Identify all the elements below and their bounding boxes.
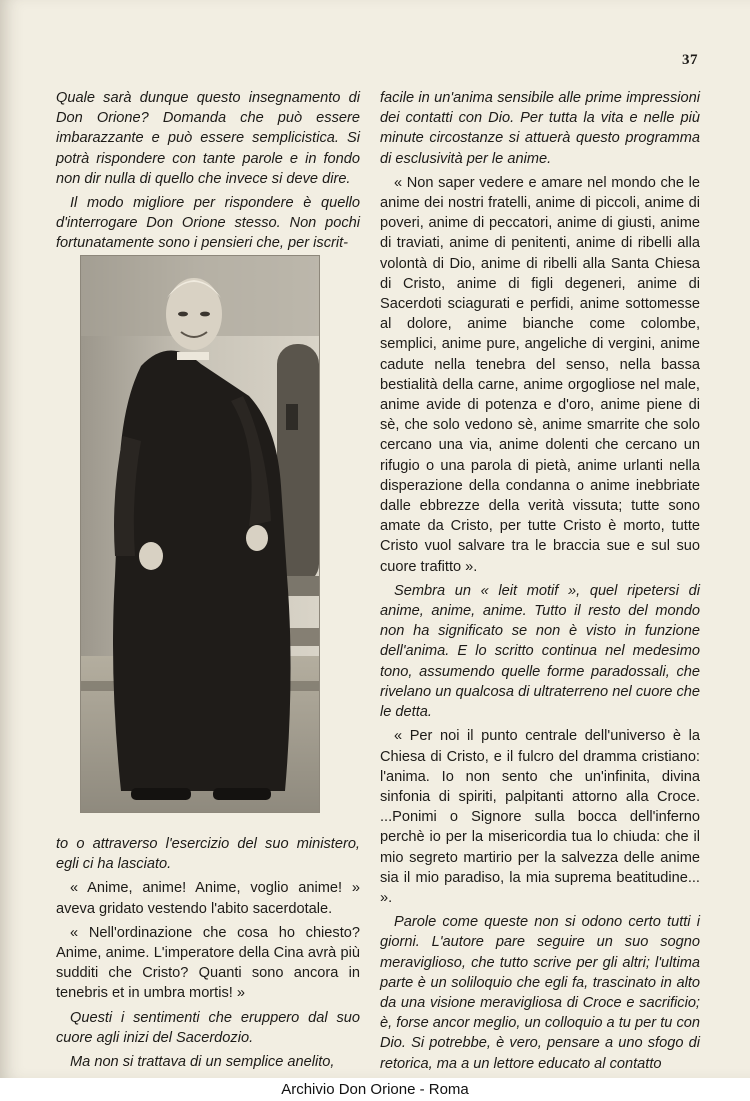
right-column <box>380 88 700 1078</box>
left-column-bottom <box>56 834 360 1076</box>
photo-illustration <box>81 256 319 812</box>
paragraph: Parole come queste non si odono certo tutti i giorni. L'autore pare seguire un suo sogno meraviglioso, che tutto scrive per gli altri; l'ultima parte è un soliloquio che egli fa, trascinato in alto da una visione meravigliosa di Croce e sacrificio; è, forse ancor meglio, un colloquio a tu per tu con Dio. Si potrebbe, è vero, pensare a uno sfogo di retorica, ma a un lettore educato al contatto <box>380 914 700 1072</box>
paragraph: Ma non si trattava di un semplice anelito, <box>70 1054 335 1071</box>
priest-portrait-photo <box>80 255 320 813</box>
paragraph: Il modo migliore per rispondere è quello d'interrogare Don Orione stesso. Non pochi fortunatamente sono i pensieri che, per iscrit- <box>56 195 360 252</box>
archive-footer: Archivio Don Orione - Roma <box>0 1078 750 1101</box>
paragraph: « Nell'ordinazione che cosa ho chiesto? Anime, anime. L'imperatore della Cina avrà più sudditi che Cristo? Quanti sono ancora in tenebris et in umbra mortis! » <box>56 924 360 1002</box>
paragraph: « Non saper vedere e amare nel mondo che le anime dei nostri fratelli, anime di piccoli, anime di poveri, anime di peccatori, anime di giusti, anime di traviati, anime di penitenti, anime di ribelli alla volontà di Dio, anime di ribelli alla Santa Chiesa di Cristo, anime di figli degeneri, anime di Sacerdoti sciagurati e perfidi, anime sottomesse al dolore, anime bianche come colombe, semplici, anime pure, angeliche di vergini, anime cadute nella tenebra del senso, nella bassa bestialità della carne, anime orgogliose nel male, anime avide di potenza e d'oro, anime piene di sè, che solo vedono sè, anime smarrite che solo cercano una via, anime dolenti che cercano un rifugio o una parola di pietà, anime urlanti nella disperazione della condanna o anime inebbriate dalle ebbrezze della verità vissuta; tutte sono amate da Cristo, per tutte Cristo è morto, tutte Cristo vuol salvare tra le braccia sue e sul suo cuore trafitto ». <box>380 174 700 575</box>
paragraph: Quale sarà dunque questo insegnamento di Don Orione? Domanda che può essere imbarazzante e può essere semplicistica. Si potrà rispondere con tante parole e in fondo non dir nulla di quello che invece si deve dire. <box>56 90 360 187</box>
paragraph: « Per noi il punto centrale dell'universo è la Chiesa di Cristo, e il fulcro del dramma cristiano: l'anima. Io non sento che un'infinita, divina sinfonia di spiriti, palpitanti attorno alla Croce. ...Ponimi o Signore sulla bocca dell'inferno perchè io per la misericordia tua lo chiuda: che il mio segreto martirio per la salvezza delle anime sia il mio paradiso, la mia suprema beatitudine... ». <box>380 728 700 906</box>
paragraph: « Anime, anime! Anime, voglio anime! » aveva gridato vestendo l'abito sacerdotale. <box>56 880 360 917</box>
paragraph: facile in un'anima sensibile alle prime impressioni dei contatti con Dio. Per tutta la vita e nelle più minute circostanze si attuerà questo programma di esclusività per le anime. <box>380 90 700 167</box>
page-number: 37 <box>682 52 698 68</box>
paragraph: Questi i sentimenti che eruppero dal suo cuore agli inizi del Sacerdozio. <box>56 1009 360 1046</box>
paragraph: to o attraverso l'esercizio del suo ministero, egli ci ha lasciato. <box>56 836 360 873</box>
left-column-top <box>56 88 360 258</box>
paragraph: Sembra un « leit motif », quel ripetersi di anime, anime, anime. Tutto il resto del mondo non ha significato se non è visto in funzione dell'anima. E lo scritto continua nel medesimo tono, assumendo quelle forme paradossali, che rivelano un qualcosa di ultraterreno nel cuore che le detta. <box>380 582 700 721</box>
